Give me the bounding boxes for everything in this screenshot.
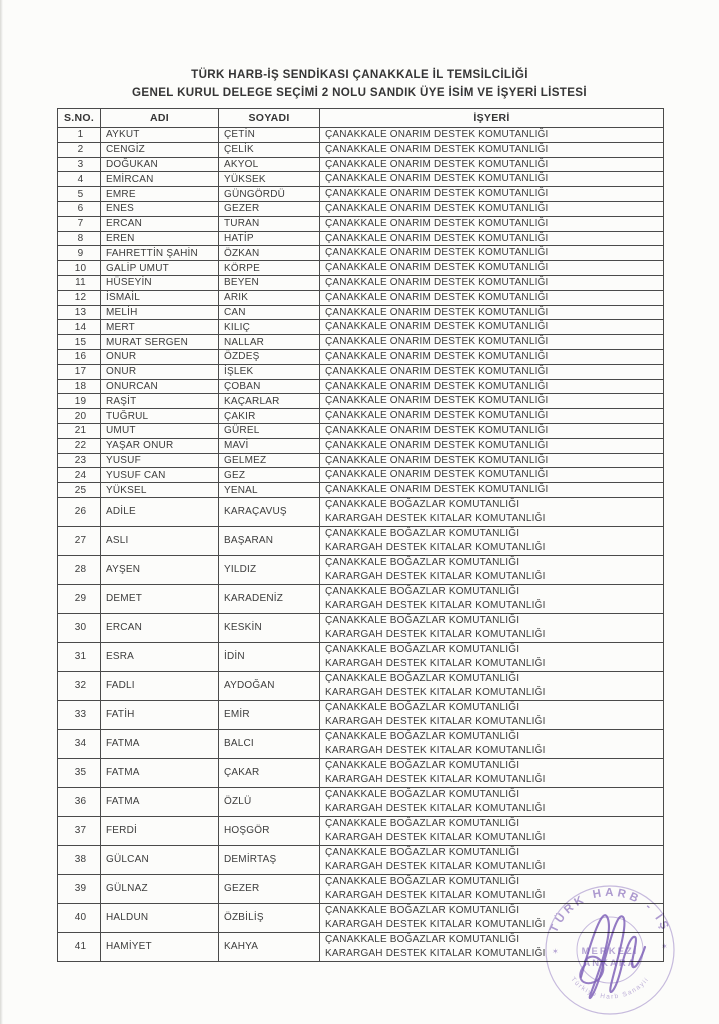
workplace-line: ÇANAKKALE ONARIM DESTEK KOMUTANLIĞI bbox=[325, 380, 549, 392]
serial-number-cell: 14 bbox=[58, 320, 101, 335]
stamp-arc-bottom-text: Türkiye Harb Sanayii bbox=[569, 975, 651, 1001]
first-name-cell: GÜLNAZ bbox=[101, 874, 219, 903]
workplace-line: ÇANAKKALE BOĞAZLAR KOMUTANLIĞI bbox=[325, 644, 520, 656]
header-last-name: SOYADI bbox=[219, 109, 320, 128]
workplace-line: KARARGAH DESTEK KITALAR KOMUTANLIĞI bbox=[325, 686, 546, 698]
first-name-cell: AYŞEN bbox=[101, 555, 219, 584]
table-row bbox=[58, 438, 664, 453]
serial-number-cell: 2 bbox=[58, 142, 101, 157]
serial-number-cell: 23 bbox=[58, 453, 101, 468]
last-name-cell: HATİP bbox=[219, 231, 320, 246]
workplace-line: ÇANAKKALE ONARIM DESTEK KOMUTANLIĞI bbox=[325, 291, 549, 303]
workplace-line: ÇANAKKALE BOĞAZLAR KOMUTANLIĞI bbox=[325, 847, 520, 859]
table-row bbox=[58, 787, 664, 816]
table-row bbox=[58, 700, 664, 729]
table-row bbox=[58, 172, 664, 187]
first-name-cell: HAMİYET bbox=[101, 932, 219, 961]
stamp-center-line-2: ANKARA bbox=[583, 958, 637, 969]
first-name-cell: GÜLCAN bbox=[101, 845, 219, 874]
workplace-line: ÇANAKKALE ONARIM DESTEK KOMUTANLIĞI bbox=[325, 202, 549, 214]
first-name-cell: ONURCAN bbox=[101, 379, 219, 394]
serial-number-cell: 25 bbox=[58, 483, 101, 498]
last-name-cell: ÇAKAR bbox=[219, 758, 320, 787]
serial-number-cell: 34 bbox=[58, 729, 101, 758]
first-name-cell: YAŞAR ONUR bbox=[101, 438, 219, 453]
serial-number-cell: 20 bbox=[58, 409, 101, 424]
table-row bbox=[58, 305, 664, 320]
workplace-cell bbox=[320, 231, 664, 246]
workplace-line: ÇANAKKALE BOĞAZLAR KOMUTANLIĞI bbox=[325, 760, 520, 772]
table-row bbox=[58, 379, 664, 394]
first-name-cell: FATMA bbox=[101, 758, 219, 787]
first-name-cell: HALDUN bbox=[101, 903, 219, 932]
first-name-cell: ONUR bbox=[101, 349, 219, 364]
table-body bbox=[58, 128, 664, 962]
workplace-line: ÇANAKKALE BOĞAZLAR KOMUTANLIĞI bbox=[325, 557, 520, 569]
workplace-line: KARARGAH DESTEK KITALAR KOMUTANLIĞI bbox=[325, 628, 546, 640]
serial-number-cell: 33 bbox=[58, 700, 101, 729]
workplace-cell bbox=[320, 261, 664, 276]
first-name-cell: İSMAİL bbox=[101, 290, 219, 305]
workplace-cell bbox=[320, 483, 664, 498]
workplace-cell bbox=[320, 787, 664, 816]
first-name-cell: UMUT bbox=[101, 423, 219, 438]
last-name-cell: AKYOL bbox=[219, 157, 320, 172]
last-name-cell: GEZER bbox=[219, 201, 320, 216]
workplace-cell bbox=[320, 816, 664, 845]
last-name-cell: KILIÇ bbox=[219, 320, 320, 335]
table-row bbox=[58, 526, 664, 555]
workplace-line: KARARGAH DESTEK KITALAR KOMUTANLIĞI bbox=[325, 773, 546, 785]
first-name-cell: HÜSEYİN bbox=[101, 275, 219, 290]
serial-number-cell: 1 bbox=[58, 128, 101, 143]
table-header bbox=[58, 109, 664, 128]
serial-number-cell: 28 bbox=[58, 555, 101, 584]
last-name-cell: TURAN bbox=[219, 216, 320, 231]
serial-number-cell: 10 bbox=[58, 261, 101, 276]
last-name-cell: BALCI bbox=[219, 729, 320, 758]
serial-number-cell: 3 bbox=[58, 157, 101, 172]
workplace-cell bbox=[320, 497, 664, 526]
serial-number-cell: 9 bbox=[58, 246, 101, 261]
table-row bbox=[58, 816, 664, 845]
serial-number-cell: 4 bbox=[58, 172, 101, 187]
workplace-cell bbox=[320, 157, 664, 172]
table-row bbox=[58, 335, 664, 350]
workplace-line: ÇANAKKALE ONARIM DESTEK KOMUTANLIĞI bbox=[325, 365, 549, 377]
workplace-cell bbox=[320, 290, 664, 305]
first-name-cell: MELİH bbox=[101, 305, 219, 320]
document-title-line-2: GENEL KURUL DELEGE SEÇİMİ 2 NOLU SANDIK ÜYE İSİM VE İŞYERİ LİSTESİ bbox=[132, 86, 587, 99]
last-name-cell: EMİR bbox=[219, 700, 320, 729]
header-first-name: ADI bbox=[101, 109, 219, 128]
table-row bbox=[58, 932, 664, 961]
first-name-cell: DEMET bbox=[101, 584, 219, 613]
last-name-cell: ÇAKIR bbox=[219, 409, 320, 424]
first-name-cell: CENGİZ bbox=[101, 142, 219, 157]
first-name-cell: FAHRETTİN ŞAHİN bbox=[101, 246, 219, 261]
table-row bbox=[58, 275, 664, 290]
serial-number-cell: 31 bbox=[58, 642, 101, 671]
table-row bbox=[58, 231, 664, 246]
serial-number-cell: 13 bbox=[58, 305, 101, 320]
table-row bbox=[58, 187, 664, 202]
workplace-cell bbox=[320, 364, 664, 379]
workplace-line: ÇANAKKALE BOĞAZLAR KOMUTANLIĞI bbox=[325, 702, 520, 714]
workplace-cell bbox=[320, 584, 664, 613]
last-name-cell: ARIK bbox=[219, 290, 320, 305]
workplace-line: ÇANAKKALE ONARIM DESTEK KOMUTANLIĞI bbox=[325, 129, 549, 140]
workplace-cell bbox=[320, 275, 664, 290]
serial-number-cell: 11 bbox=[58, 275, 101, 290]
serial-number-cell: 5 bbox=[58, 187, 101, 202]
workplace-cell bbox=[320, 642, 664, 671]
document-header bbox=[0, 66, 719, 102]
first-name-cell: YÜKSEL bbox=[101, 483, 219, 498]
workplace-line: ÇANAKKALE ONARIM DESTEK KOMUTANLIĞI bbox=[325, 336, 549, 348]
table-row bbox=[58, 483, 664, 498]
workplace-line: ÇANAKKALE ONARIM DESTEK KOMUTANLIĞI bbox=[325, 410, 549, 422]
workplace-cell bbox=[320, 453, 664, 468]
first-name-cell: ENES bbox=[101, 201, 219, 216]
last-name-cell: ÇETİN bbox=[219, 128, 320, 143]
workplace-cell bbox=[320, 423, 664, 438]
serial-number-cell: 16 bbox=[58, 349, 101, 364]
first-name-cell: EREN bbox=[101, 231, 219, 246]
workplace-line: KARARGAH DESTEK KITALAR KOMUTANLIĞI bbox=[325, 831, 546, 843]
workplace-line: ÇANAKKALE BOĞAZLAR KOMUTANLIĞI bbox=[325, 789, 520, 801]
serial-number-cell: 21 bbox=[58, 423, 101, 438]
workplace-line: ÇANAKKALE BOĞAZLAR KOMUTANLIĞI bbox=[325, 818, 520, 830]
last-name-cell: BEYEN bbox=[219, 275, 320, 290]
table-row bbox=[58, 497, 664, 526]
last-name-cell: ÖZKAN bbox=[219, 246, 320, 261]
serial-number-cell: 22 bbox=[58, 438, 101, 453]
table-row bbox=[58, 157, 664, 172]
last-name-cell: KARADENİZ bbox=[219, 584, 320, 613]
workplace-line: KARARGAH DESTEK KITALAR KOMUTANLIĞI bbox=[325, 599, 546, 611]
workplace-line: ÇANAKKALE ONARIM DESTEK KOMUTANLIĞI bbox=[325, 232, 549, 244]
workplace-line: KARARGAH DESTEK KITALAR KOMUTANLIĞI bbox=[325, 657, 546, 669]
workplace-line: ÇANAKKALE ONARIM DESTEK KOMUTANLIĞI bbox=[325, 173, 549, 185]
serial-number-cell: 6 bbox=[58, 201, 101, 216]
table-row bbox=[58, 671, 664, 700]
workplace-line: ÇANAKKALE ONARIM DESTEK KOMUTANLIĞI bbox=[325, 158, 549, 170]
workplace-cell bbox=[320, 349, 664, 364]
workplace-cell bbox=[320, 216, 664, 231]
workplace-line: KARARGAH DESTEK KITALAR KOMUTANLIĞI bbox=[325, 918, 546, 930]
workplace-line: ÇANAKKALE ONARIM DESTEK KOMUTANLIĞI bbox=[325, 454, 549, 466]
serial-number-cell: 12 bbox=[58, 290, 101, 305]
last-name-cell: GÜNGÖRDÜ bbox=[219, 187, 320, 202]
table-row bbox=[58, 613, 664, 642]
table-row bbox=[58, 423, 664, 438]
table-row bbox=[58, 903, 664, 932]
table-row bbox=[58, 729, 664, 758]
workplace-cell bbox=[320, 903, 664, 932]
serial-number-cell: 35 bbox=[58, 758, 101, 787]
header-serial-number: S.NO. bbox=[58, 109, 101, 128]
workplace-cell bbox=[320, 758, 664, 787]
header-workplace: İŞYERİ bbox=[320, 109, 664, 128]
workplace-cell bbox=[320, 700, 664, 729]
table-row bbox=[58, 364, 664, 379]
last-name-cell: YÜKSEK bbox=[219, 172, 320, 187]
last-name-cell: ÖZLÜ bbox=[219, 787, 320, 816]
last-name-cell: GELMEZ bbox=[219, 453, 320, 468]
workplace-line: ÇANAKKALE ONARIM DESTEK KOMUTANLIĞI bbox=[325, 217, 549, 229]
workplace-line: ÇANAKKALE BOĞAZLAR KOMUTANLIĞI bbox=[325, 615, 520, 627]
table-row bbox=[58, 758, 664, 787]
workplace-cell bbox=[320, 932, 664, 961]
last-name-cell: ÖZDEŞ bbox=[219, 349, 320, 364]
workplace-line: KARARGAH DESTEK KITALAR KOMUTANLIĞI bbox=[325, 715, 546, 727]
last-name-cell: ÇOBAN bbox=[219, 379, 320, 394]
workplace-cell bbox=[320, 305, 664, 320]
document-title-line-1: TÜRK HARB-İŞ SENDİKASI ÇANAKKALE İL TEMSİLCİLİĞİ bbox=[191, 68, 528, 81]
workplace-line: KARARGAH DESTEK KITALAR KOMUTANLIĞI bbox=[325, 947, 546, 959]
workplace-line: ÇANAKKALE ONARIM DESTEK KOMUTANLIĞI bbox=[325, 469, 549, 481]
workplace-cell bbox=[320, 438, 664, 453]
last-name-cell: YENAL bbox=[219, 483, 320, 498]
workplace-cell bbox=[320, 526, 664, 555]
last-name-cell: HOŞGÖR bbox=[219, 816, 320, 845]
first-name-cell: ERCAN bbox=[101, 216, 219, 231]
serial-number-cell: 32 bbox=[58, 671, 101, 700]
last-name-cell: GEZ bbox=[219, 468, 320, 483]
table-header-row bbox=[58, 109, 664, 128]
workplace-line: ÇANAKKALE BOĞAZLAR KOMUTANLIĞI bbox=[325, 673, 520, 685]
last-name-cell: İŞLEK bbox=[219, 364, 320, 379]
workplace-line: ÇANAKKALE BOĞAZLAR KOMUTANLIĞI bbox=[325, 934, 520, 946]
last-name-cell: ÇELİK bbox=[219, 142, 320, 157]
serial-number-cell: 15 bbox=[58, 335, 101, 350]
last-name-cell: BAŞARAN bbox=[219, 526, 320, 555]
workplace-cell bbox=[320, 201, 664, 216]
serial-number-cell: 37 bbox=[58, 816, 101, 845]
workplace-line: KARARGAH DESTEK KITALAR KOMUTANLIĞI bbox=[325, 512, 546, 524]
stamp-star-left: ✶ bbox=[552, 947, 559, 956]
workplace-cell bbox=[320, 409, 664, 424]
first-name-cell: TUĞRUL bbox=[101, 409, 219, 424]
workplace-cell bbox=[320, 394, 664, 409]
workplace-line: ÇANAKKALE BOĞAZLAR KOMUTANLIĞI bbox=[325, 731, 520, 743]
first-name-cell: ASLI bbox=[101, 526, 219, 555]
workplace-line: KARARGAH DESTEK KITALAR KOMUTANLIĞI bbox=[325, 802, 546, 814]
last-name-cell: MAVİ bbox=[219, 438, 320, 453]
table-row bbox=[58, 261, 664, 276]
serial-number-cell: 29 bbox=[58, 584, 101, 613]
first-name-cell: YUSUF bbox=[101, 453, 219, 468]
delegate-roster-table bbox=[57, 108, 664, 962]
first-name-cell: MERT bbox=[101, 320, 219, 335]
table-row bbox=[58, 584, 664, 613]
first-name-cell: FERDİ bbox=[101, 816, 219, 845]
workplace-line: ÇANAKKALE ONARIM DESTEK KOMUTANLIĞI bbox=[325, 247, 549, 259]
workplace-line: KARARGAH DESTEK KITALAR KOMUTANLIĞI bbox=[325, 541, 546, 553]
stamp-arc-top-text: TÜRK HARB - İŞ bbox=[548, 886, 672, 935]
workplace-line: ÇANAKKALE BOĞAZLAR KOMUTANLIĞI bbox=[325, 586, 520, 598]
first-name-cell: FATMA bbox=[101, 787, 219, 816]
serial-number-cell: 7 bbox=[58, 216, 101, 231]
workplace-line: ÇANAKKALE BOĞAZLAR KOMUTANLIĞI bbox=[325, 905, 520, 917]
table-row bbox=[58, 394, 664, 409]
serial-number-cell: 30 bbox=[58, 613, 101, 642]
first-name-cell: ERCAN bbox=[101, 613, 219, 642]
last-name-cell: GÜREL bbox=[219, 423, 320, 438]
table-row bbox=[58, 468, 664, 483]
last-name-cell: AYDOĞAN bbox=[219, 671, 320, 700]
serial-number-cell: 39 bbox=[58, 874, 101, 903]
first-name-cell: RAŞİT bbox=[101, 394, 219, 409]
last-name-cell: ÖZBİLİŞ bbox=[219, 903, 320, 932]
workplace-line: ÇANAKKALE ONARIM DESTEK KOMUTANLIĞI bbox=[325, 143, 549, 155]
workplace-cell bbox=[320, 172, 664, 187]
workplace-cell bbox=[320, 246, 664, 261]
stamp-center-line-1: MERKEZİ bbox=[581, 946, 639, 957]
workplace-cell bbox=[320, 729, 664, 758]
workplace-cell bbox=[320, 555, 664, 584]
table-row bbox=[58, 874, 664, 903]
workplace-line: ÇANAKKALE BOĞAZLAR KOMUTANLIĞI bbox=[325, 528, 520, 540]
workplace-line: ÇANAKKALE ONARIM DESTEK KOMUTANLIĞI bbox=[325, 484, 549, 496]
workplace-line: ÇANAKKALE ONARIM DESTEK KOMUTANLIĞI bbox=[325, 395, 549, 407]
serial-number-cell: 19 bbox=[58, 394, 101, 409]
table-row bbox=[58, 845, 664, 874]
serial-number-cell: 8 bbox=[58, 231, 101, 246]
table-row bbox=[58, 201, 664, 216]
first-name-cell: ADİLE bbox=[101, 497, 219, 526]
workplace-line: ÇANAKKALE ONARIM DESTEK KOMUTANLIĞI bbox=[325, 262, 549, 274]
last-name-cell: CAN bbox=[219, 305, 320, 320]
workplace-line: KARARGAH DESTEK KITALAR KOMUTANLIĞI bbox=[325, 570, 546, 582]
workplace-line: ÇANAKKALE ONARIM DESTEK KOMUTANLIĞI bbox=[325, 424, 549, 436]
last-name-cell: YILDIZ bbox=[219, 555, 320, 584]
first-name-cell: YUSUF CAN bbox=[101, 468, 219, 483]
workplace-line: KARARGAH DESTEK KITALAR KOMUTANLIĞI bbox=[325, 860, 546, 872]
workplace-cell bbox=[320, 142, 664, 157]
first-name-cell: MURAT SERGEN bbox=[101, 335, 219, 350]
last-name-cell: KAÇARLAR bbox=[219, 394, 320, 409]
serial-number-cell: 38 bbox=[58, 845, 101, 874]
serial-number-cell: 27 bbox=[58, 526, 101, 555]
first-name-cell: FADLI bbox=[101, 671, 219, 700]
serial-number-cell: 26 bbox=[58, 497, 101, 526]
table-row bbox=[58, 246, 664, 261]
first-name-cell: EMİRCAN bbox=[101, 172, 219, 187]
table-row bbox=[58, 555, 664, 584]
first-name-cell: ESRA bbox=[101, 642, 219, 671]
workplace-line: ÇANAKKALE ONARIM DESTEK KOMUTANLIĞI bbox=[325, 350, 549, 362]
first-name-cell: GALİP UMUT bbox=[101, 261, 219, 276]
workplace-line: ÇANAKKALE BOĞAZLAR KOMUTANLIĞI bbox=[325, 499, 520, 511]
workplace-line: ÇANAKKALE ONARIM DESTEK KOMUTANLIĞI bbox=[325, 188, 549, 200]
workplace-cell bbox=[320, 335, 664, 350]
table-row bbox=[58, 290, 664, 305]
last-name-cell: İDİN bbox=[219, 642, 320, 671]
last-name-cell: DEMİRTAŞ bbox=[219, 845, 320, 874]
last-name-cell: NALLAR bbox=[219, 335, 320, 350]
serial-number-cell: 41 bbox=[58, 932, 101, 961]
last-name-cell: GEZER bbox=[219, 874, 320, 903]
first-name-cell: FATİH bbox=[101, 700, 219, 729]
last-name-cell: KAHYA bbox=[219, 932, 320, 961]
workplace-line: KARARGAH DESTEK KITALAR KOMUTANLIĞI bbox=[325, 889, 546, 901]
workplace-line: ÇANAKKALE BOĞAZLAR KOMUTANLIĞI bbox=[325, 876, 520, 888]
table-row bbox=[58, 409, 664, 424]
last-name-cell: KESKİN bbox=[219, 613, 320, 642]
workplace-line: KARARGAH DESTEK KITALAR KOMUTANLIĞI bbox=[325, 744, 546, 756]
table-row bbox=[58, 349, 664, 364]
serial-number-cell: 36 bbox=[58, 787, 101, 816]
workplace-cell bbox=[320, 187, 664, 202]
table-row bbox=[58, 142, 664, 157]
workplace-cell bbox=[320, 320, 664, 335]
workplace-line: ÇANAKKALE ONARIM DESTEK KOMUTANLIĞI bbox=[325, 321, 549, 333]
first-name-cell: EMRE bbox=[101, 187, 219, 202]
last-name-cell: KARAÇAVUŞ bbox=[219, 497, 320, 526]
table-row bbox=[58, 320, 664, 335]
table-row bbox=[58, 642, 664, 671]
serial-number-cell: 18 bbox=[58, 379, 101, 394]
first-name-cell: ONUR bbox=[101, 364, 219, 379]
last-name-cell: KÖRPE bbox=[219, 261, 320, 276]
workplace-line: ÇANAKKALE ONARIM DESTEK KOMUTANLIĞI bbox=[325, 276, 549, 288]
first-name-cell: FATMA bbox=[101, 729, 219, 758]
workplace-cell bbox=[320, 671, 664, 700]
serial-number-cell: 24 bbox=[58, 468, 101, 483]
workplace-cell bbox=[320, 128, 664, 143]
workplace-cell bbox=[320, 468, 664, 483]
first-name-cell: AYKUT bbox=[101, 128, 219, 143]
serial-number-cell: 17 bbox=[58, 364, 101, 379]
stamp-star-right: ✶ bbox=[661, 942, 668, 951]
workplace-cell bbox=[320, 379, 664, 394]
table-row bbox=[58, 128, 664, 143]
table-row bbox=[58, 453, 664, 468]
first-name-cell: DOĞUKAN bbox=[101, 157, 219, 172]
workplace-cell bbox=[320, 874, 664, 903]
table-row bbox=[58, 216, 664, 231]
workplace-line: ÇANAKKALE ONARIM DESTEK KOMUTANLIĞI bbox=[325, 439, 549, 451]
workplace-line: ÇANAKKALE ONARIM DESTEK KOMUTANLIĞI bbox=[325, 306, 549, 318]
workplace-cell bbox=[320, 613, 664, 642]
serial-number-cell: 40 bbox=[58, 903, 101, 932]
workplace-cell bbox=[320, 845, 664, 874]
